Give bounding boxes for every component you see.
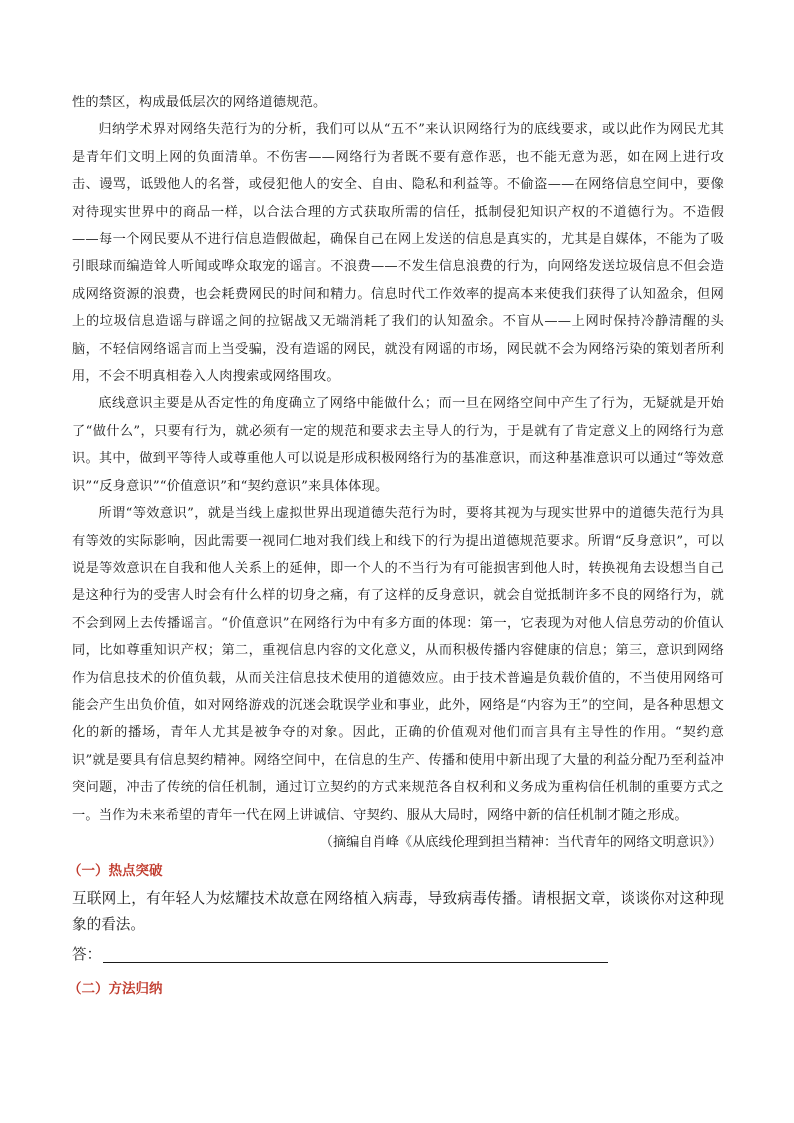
article-source: （摘编自肖峰《从底线伦理到担当精神：当代青年的网络文明意识》） [319,834,722,850]
article-paragraph: 底线意识主要是从否定性的角度确立了网络中能做什么；而一旦在网络空间中产生了行为，无疑就是开始了“做什么”，只要有行为，就必须有一定的规范和要求去主导人的行为，于是就有了肯定意义上的网络行为意识。其中，做到平等待人或尊重他人可以说是形成积极网络行为的基准意识，而这种基准意识可以通过“等效意识”“反身意识”“价值意识”和“契约意识”来具体体现。 [72,396,724,494]
article-paragraph: 归纳学术界对网络失范行为的分析，我们可以从“五不”来认识网络行为的底线要求，或以此作为网民尤其是青年们文明上网的负面清单。不伤害——网络行为者既不要有意作恶，也不能无意为恶，如在网上进行攻击、谩骂，诋毁他人的名誉，或侵犯他人的安全、自由、隐私和利益等。不偷盗——在网络信息空间中，要像对待现实世界中的商品一样，以合法合理的方式获取所需的信任，抵制侵犯知识产权的不道德行为。不造假——每一个网民要从不进行信息造假做起，确保自己在网上发送的信息是真实的，尤其是自媒体，不能为了吸引眼球而编造耸人听闻或哗众取宠的谣言。不浪费——不发生信息浪费的行为，向网络发送垃圾信息不但会造成网络资源的浪费，也会耗费网民的时间和精力。信息时代工作效率的提高本来使我们获得了认知盈余，但网上的垃圾信息造谣与辟谣之间的拉锯战又无端消耗了我们的认知盈余。不盲从——上网时保持冷静清醒的头脑，不轻信网络谣言而上当受骗，没有造谣的网民，就没有网谣的市场，网民就不会为网络污染的策划者所利用，不会不明真相卷入人肉搜索或网络围攻。 [72,122,724,385]
article-paragraph-continued: 性的禁区，构成最低层次的网络道德规范。 [72,95,327,110]
answer-label: 答： [72,946,102,964]
answer-row [72,942,724,968]
article-paragraph: 所谓“等效意识”，就是当线上虚拟世界出现道德失范行为时，要将其视为与现实世界中的道德失范行为具有等效的实际影响，因此需要一视同仁地对我们线上和线下的行为提出道德规范要求。所谓“反身意识”，可以说是等效意识在自我和他人关系上的延伸，即一个人的不当行为有可能损害到他人时，转换视角去设想当自己是这种行为的受害人时会有什么样的切身之痛，有了这样的反身意识，就会自觉抵制许多不良的网络行为，就不会到网上去传播谣言。“价值意识”在网络行为中有多方面的体现：第一，它表现为对他人信息劳动的价值认同，比如尊重知识产权；第二，重视信息内容的文化意义，从而积极传播内容健康的信息；第三，意识到网络作为信息技术的价值负载，从而关注信息技术使用的道德效应。由于技术普遍是负载价值的，不当使用网络可能会产生出负价值，如对网络游戏的沉迷会耽误学业和事业，此外，网络是“内容为王”的空间，是各种思想文化的新的播场，青年人尤其是被争夺的对象。因此，正确的价值观对他们而言具有主导性的作用。“契约意识”就是要具有信息契约精神。网络空间中，在信息的生产、传播和使用中新出现了大量的利益分配乃至利益冲突问题，冲击了传统的信任机制，通过订立契约的方式来规范各自权利和义务成为重构信任机制的重要方式之一。当作为未来希望的青年一代在网上讲诚信、守契约、服从大局时，网络中新的信任机制才随之形成。 [72,506,724,823]
section-heading-method-summary: （二）方法归纳 [68,981,163,998]
section-heading-hot-topic: （一）热点突破 [68,863,163,880]
question-text: 互联网上，有年轻人为炫耀技术故意在网络植入病毒，导致病毒传播。请根据文章，谈谈你对这种现象的看法。 [72,890,724,934]
answer-blank-line[interactable] [103,944,608,963]
